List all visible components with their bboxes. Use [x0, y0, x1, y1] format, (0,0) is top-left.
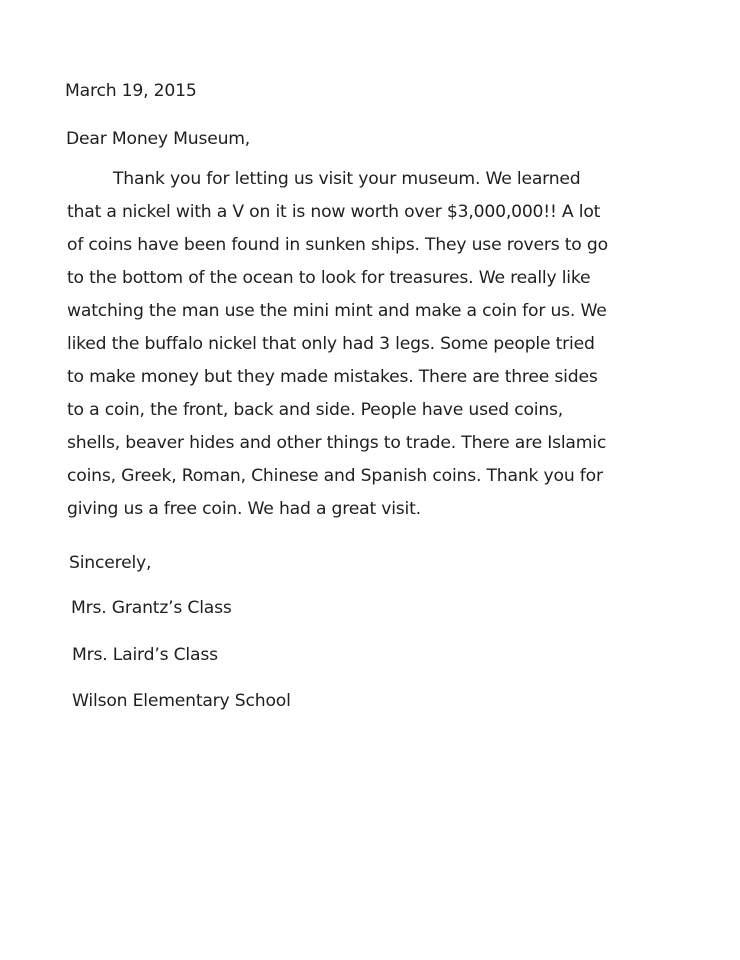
- body-line: giving us a free coin. We had a great visit.: [67, 499, 421, 519]
- body-line: shells, beaver hides and other things to trade. There are Islamic: [67, 433, 607, 453]
- signature-line: Mrs. Grantz’s Class: [71, 598, 232, 618]
- body-line: Thank you for letting us visit your museum. We learned: [113, 169, 581, 189]
- letter-closing: Sincerely,: [69, 553, 152, 573]
- body-line: to make money but they made mistakes. There are three sides: [67, 367, 598, 387]
- body-line: coins, Greek, Roman, Chinese and Spanish coins. Thank you for: [67, 466, 603, 486]
- signature-line: Mrs. Laird’s Class: [72, 645, 218, 665]
- letter-date: March 19, 2015: [65, 81, 197, 101]
- body-line: watching the man use the mini mint and make a coin for us. We: [67, 301, 607, 321]
- body-line: liked the buffalo nickel that only had 3 legs. Some people tried: [67, 334, 595, 354]
- body-line: of coins have been found in sunken ships. They use rovers to go: [67, 235, 608, 255]
- body-line: to the bottom of the ocean to look for treasures. We really like: [67, 268, 591, 288]
- signature-line: Wilson Elementary School: [72, 691, 291, 711]
- letter-salutation: Dear Money Museum,: [66, 129, 251, 149]
- body-line: to a coin, the front, back and side. People have used coins,: [67, 400, 564, 420]
- body-line: that a nickel with a V on it is now worth over $3,000,000!! A lot: [67, 202, 601, 222]
